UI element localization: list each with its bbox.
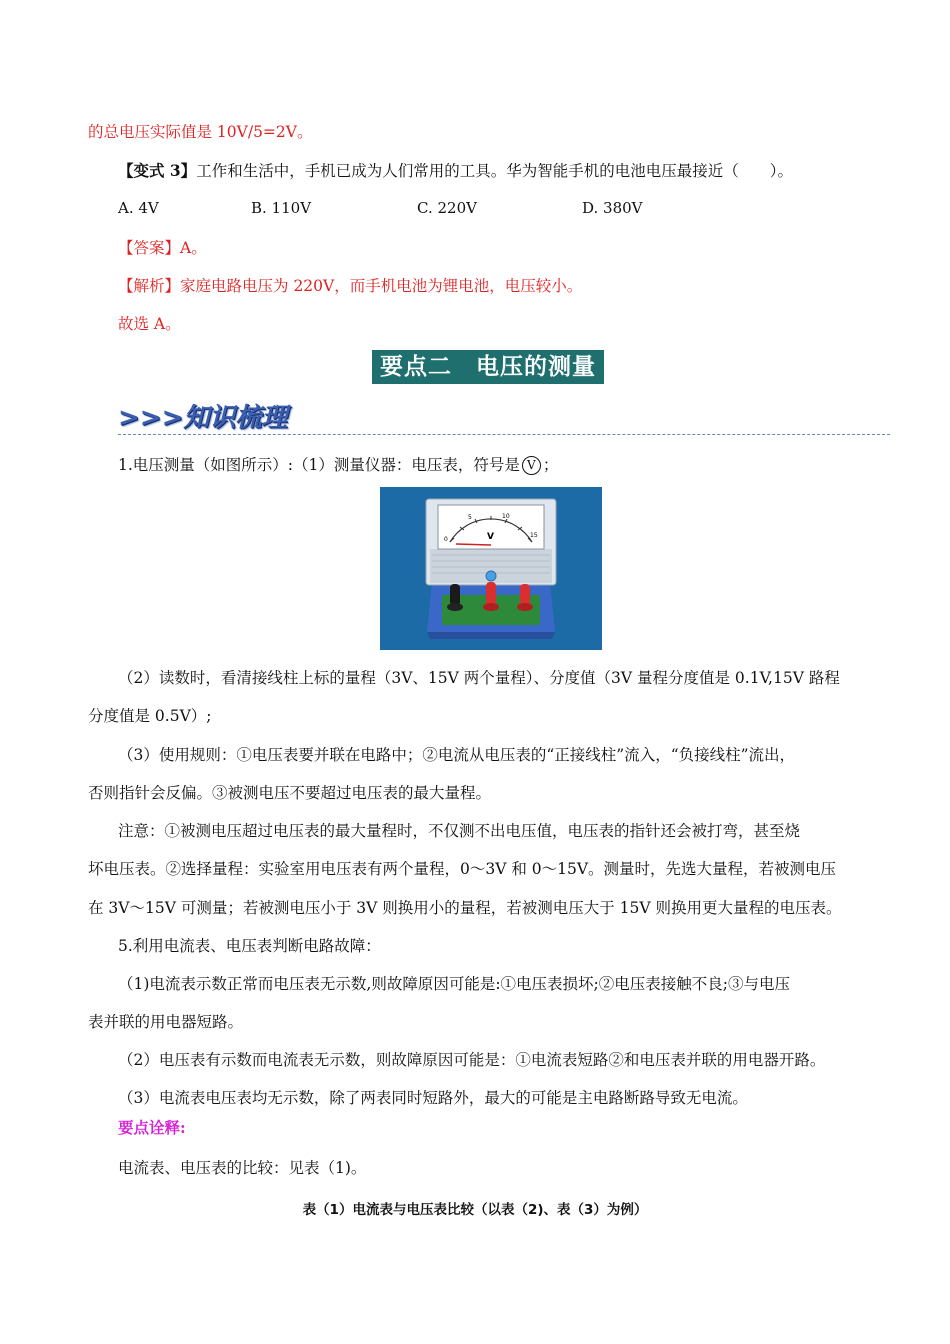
- p3-line1: （3）使用规则：①电压表要并联在电路中；②电流从电压表的“正接线柱”流入，“负接线柱”流出，: [118, 746, 796, 764]
- meter-scale-0: 0: [444, 536, 448, 543]
- banner-divider: [118, 434, 890, 435]
- variant3-question-text: 工作和生活中，手机已成为人们常用的工具。华为智能手机的电池电压最接近（ ）。: [196, 162, 793, 180]
- knowledge-banner: >>>知识梳理: [118, 403, 288, 433]
- meter-unit: V: [487, 532, 494, 542]
- p5-title: 5.利用电流表、电压表判断电路故障：: [118, 937, 381, 955]
- p1-text: 1.电压测量（如图所示）:（1）测量仪器：电压表，符号是: [118, 456, 520, 474]
- analysis-text: 家庭电路电压为 220V，而手机电池为锂电池，电压较小。: [180, 277, 583, 295]
- p2-line2: 分度值是 0.5V）;: [88, 707, 212, 725]
- key-points-text: 电流表、电压表的比较：见表（1)。: [118, 1159, 367, 1177]
- meter-scale-10: 10: [502, 513, 510, 520]
- meter-scale-5: 5: [468, 514, 472, 521]
- note-line2: 坏电压表。②选择量程：实验室用电压表有两个量程，0～3V 和 0～15V。测量时，先选大量程，若被测电压: [88, 860, 837, 878]
- answer: 【答案】A。: [118, 239, 207, 257]
- variant3-tag: 【变式 3】: [118, 161, 197, 180]
- p1-after: ；: [542, 456, 559, 474]
- note-line1: 注意：①被测电压超过电压表的最大量程时，不仅测不出电压值，电压表的指针还会被打弯，甚至烧: [118, 822, 801, 840]
- note-line3: 在 3V～15V 可测量；若被测电压小于 3V 则换用小的量程，若被测电压大于 15V 则换用更大量程的电压表。: [88, 899, 842, 917]
- conclusion: 故选 A。: [118, 315, 181, 333]
- meter-scale-15: 15: [530, 532, 538, 539]
- variant3-question: [118, 160, 908, 182]
- p5-case3: （3）电流表电压表均无示数，除了两表同时短路外，最大的可能是主电路断路导致无电流。: [118, 1089, 748, 1107]
- p1: [118, 454, 908, 476]
- choice-b: B. 110V: [251, 199, 312, 217]
- intro-text: 的总电压实际值是 10V/5=2V。: [88, 123, 313, 141]
- analysis: [118, 275, 908, 297]
- p5-case2: （2）电压表有示数而电流表无示数，则故障原因可能是：①电流表短路②和电压表并联的用电器开路。: [118, 1051, 826, 1069]
- choice-a: A. 4V: [118, 199, 159, 217]
- p5-case1-line2: 表并联的用电器短路。: [88, 1013, 244, 1031]
- key-points-title: 要点诠释:: [118, 1118, 186, 1137]
- table-caption: 表（1）电流表与电压表比较（以表（2)、表（3）为例）: [302, 1202, 648, 1218]
- p3-line2: 否则指针会反偏。③被测电压不要超过电压表的最大量程。: [88, 784, 492, 802]
- voltmeter-image: [380, 487, 602, 650]
- voltmeter-symbol-icon: V: [522, 456, 541, 475]
- choice-c: C. 220V: [417, 199, 477, 217]
- choice-d: D. 380V: [582, 199, 643, 217]
- p2-line1: （2）读数时，看清接线柱上标的量程（3V、15V 两个量程）、分度值（3V 量程分度值是 0.1V,15V 路程: [118, 669, 840, 687]
- section-title: 要点二 电压的测量: [372, 350, 604, 384]
- analysis-tag: 【解析】: [118, 277, 181, 295]
- p5-case1-line1: （1)电流表示数正常而电压表无示数,则故障原因可能是:①电压表损坏;②电压表接触不良;③与电压: [118, 975, 791, 993]
